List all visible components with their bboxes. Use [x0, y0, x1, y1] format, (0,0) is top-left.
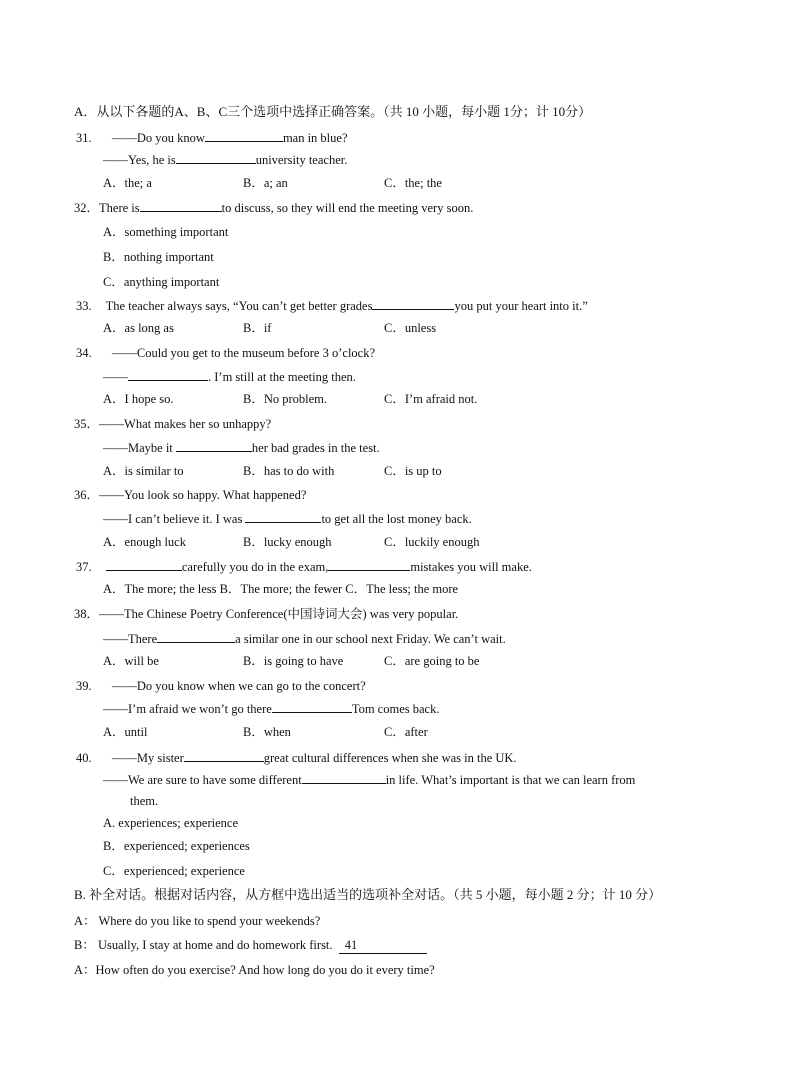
question-text: ——I can’t believe it. I was [103, 512, 243, 526]
option-c[interactable]: C．after [384, 725, 428, 739]
question-text: —— [103, 370, 128, 384]
question-text: ——Could you get to the museum before 3 o’clock? [111, 346, 376, 360]
section-a-title: A．从以下各题的A、B、C三个选项中选择正确答案。（共 10 小题，每小题 1分；计 10分） [74, 104, 592, 119]
question-number: 31. [76, 131, 92, 145]
question-text: mistakes you will make. [410, 560, 532, 574]
question-text-continued: them. [130, 794, 159, 808]
question-number: 39. [76, 679, 92, 693]
option-c[interactable]: C．luckily enough [384, 535, 480, 549]
answer-blank-41[interactable]: 41 [339, 937, 427, 954]
question-number: 33. [76, 299, 92, 313]
options-line[interactable]: A．The more; the less B．The more; the fewer C．The less; the more [103, 582, 459, 596]
question-text: great cultural differences when she was in the UK. [263, 751, 517, 765]
answer-blank[interactable] [176, 439, 252, 452]
option-a[interactable]: A．the; a [103, 176, 152, 190]
question-text: in life. What’s important is that we can learn from [385, 773, 636, 787]
option-b[interactable]: B．if [243, 321, 272, 335]
option-a[interactable]: A. experiences; experience [103, 816, 238, 830]
question-text: to get all the lost money back. [321, 512, 472, 526]
question-text: There is [99, 201, 140, 215]
question-text: ——There [103, 632, 158, 646]
question-text: Tom comes back. [351, 702, 440, 716]
option-b[interactable]: B．is going to have [243, 654, 344, 668]
answer-blank[interactable] [157, 630, 235, 643]
option-a[interactable]: A．as long as [103, 321, 174, 335]
question-39-reply [103, 700, 439, 717]
option-b[interactable]: B．when [243, 725, 291, 739]
question-text: The teacher always says, “You can’t get better grades [105, 299, 373, 313]
option-c[interactable]: C．unless [384, 321, 437, 335]
question-35-reply [103, 439, 380, 456]
option-b[interactable]: B．No problem. [243, 392, 328, 406]
answer-blank[interactable] [128, 368, 208, 381]
question-text: ——You look so happy. What happened? [99, 488, 307, 502]
option-b[interactable]: B．nothing important [103, 250, 214, 264]
question-text: her bad grades in the test. [251, 441, 380, 455]
question-text: ——The Chinese Poetry Conference(中国诗词大会) was very popular. [99, 607, 459, 621]
option-c[interactable]: C．I’m afraid not. [384, 392, 478, 406]
speaker-label: B： [74, 938, 95, 952]
question-text: carefully you do in the exam, [181, 560, 329, 574]
question-number: 40. [76, 751, 92, 765]
question-37 [76, 558, 532, 575]
option-a[interactable]: A．until [103, 725, 148, 739]
question-32 [74, 199, 473, 216]
question-text: ——Do you know when we can go to the concert? [111, 679, 366, 693]
question-40-reply [103, 771, 635, 788]
question-number: 34. [76, 346, 92, 360]
question-34-reply [103, 368, 356, 385]
option-a[interactable]: A．something important [103, 225, 229, 239]
option-c[interactable]: C．the; the [384, 176, 442, 190]
option-a[interactable]: A．will be [103, 654, 159, 668]
question-text: . I’m still at the meeting then. [208, 370, 356, 384]
question-text: a similar one in our school next Friday. We can’t wait. [235, 632, 506, 646]
question-text: ——My sister [111, 751, 184, 765]
option-c[interactable]: C．are going to be [384, 654, 480, 668]
question-38 [74, 606, 458, 622]
dialog-text: Usually, I stay at home and do homework first. [97, 938, 333, 952]
question-text: ——Do you know [111, 131, 205, 145]
speaker-label: A： [74, 914, 96, 928]
question-36 [74, 487, 306, 503]
option-b[interactable]: B．lucky enough [243, 535, 332, 549]
question-text: man in blue? [282, 131, 348, 145]
question-text: ——Yes, he is [103, 153, 176, 167]
question-text: university teacher. [255, 153, 348, 167]
question-31-reply [103, 151, 347, 168]
answer-blank[interactable] [184, 749, 264, 762]
dialog-text: Where do you like to spend your weekends? [98, 914, 321, 928]
answer-blank[interactable] [272, 700, 352, 713]
question-36-reply [103, 510, 472, 527]
question-number: 37. [76, 560, 92, 574]
answer-blank[interactable] [328, 558, 410, 571]
answer-blank[interactable] [245, 510, 321, 523]
question-39 [76, 678, 366, 694]
option-b[interactable]: B．experienced; experiences [103, 839, 250, 853]
question-number: 35． [74, 417, 100, 431]
question-text: ——Maybe it [103, 441, 173, 455]
question-35 [74, 416, 271, 432]
option-c[interactable]: C．anything important [103, 275, 220, 289]
option-a[interactable]: A．is similar to [103, 464, 184, 478]
question-34 [76, 345, 375, 361]
question-text: you put your heart into it.” [454, 299, 588, 313]
dialog-line [74, 962, 435, 978]
option-c[interactable]: C．is up to [384, 464, 442, 478]
question-38-reply [103, 630, 506, 647]
question-text: ——What makes her so unhappy? [99, 417, 272, 431]
answer-blank[interactable] [140, 199, 222, 212]
option-a[interactable]: A．I hope so. [103, 392, 174, 406]
dialog-line [74, 937, 427, 954]
question-33 [76, 297, 588, 314]
answer-blank[interactable] [176, 151, 256, 164]
option-b[interactable]: B．a; an [243, 176, 288, 190]
answer-blank[interactable] [302, 771, 386, 784]
answer-blank[interactable] [106, 558, 182, 571]
question-text: ——We are sure to have some different [103, 773, 302, 787]
question-text: to discuss, so they will end the meeting very soon. [221, 201, 474, 215]
answer-blank[interactable] [205, 129, 283, 142]
option-c[interactable]: C．experienced; experience [103, 864, 245, 878]
section-b-title: B. 补全对话。根据对话内容，从方框中选出适当的选项补全对话。（共 5 小题，每小题 2 分；计 10 分） [74, 887, 662, 902]
answer-blank[interactable] [372, 297, 454, 310]
question-31 [76, 129, 348, 146]
speaker-label: A： [74, 963, 96, 977]
question-number: 38． [74, 607, 100, 621]
question-text: ——I’m afraid we won’t go there [103, 702, 272, 716]
dialog-line [74, 913, 320, 929]
question-number: 32． [74, 201, 100, 215]
question-40 [76, 749, 517, 766]
option-a[interactable]: A．enough luck [103, 535, 186, 549]
dialog-text: How often do you exercise? And how long do you do it every time? [95, 963, 435, 977]
option-b[interactable]: B．has to do with [243, 464, 335, 478]
question-number: 36． [74, 488, 100, 502]
